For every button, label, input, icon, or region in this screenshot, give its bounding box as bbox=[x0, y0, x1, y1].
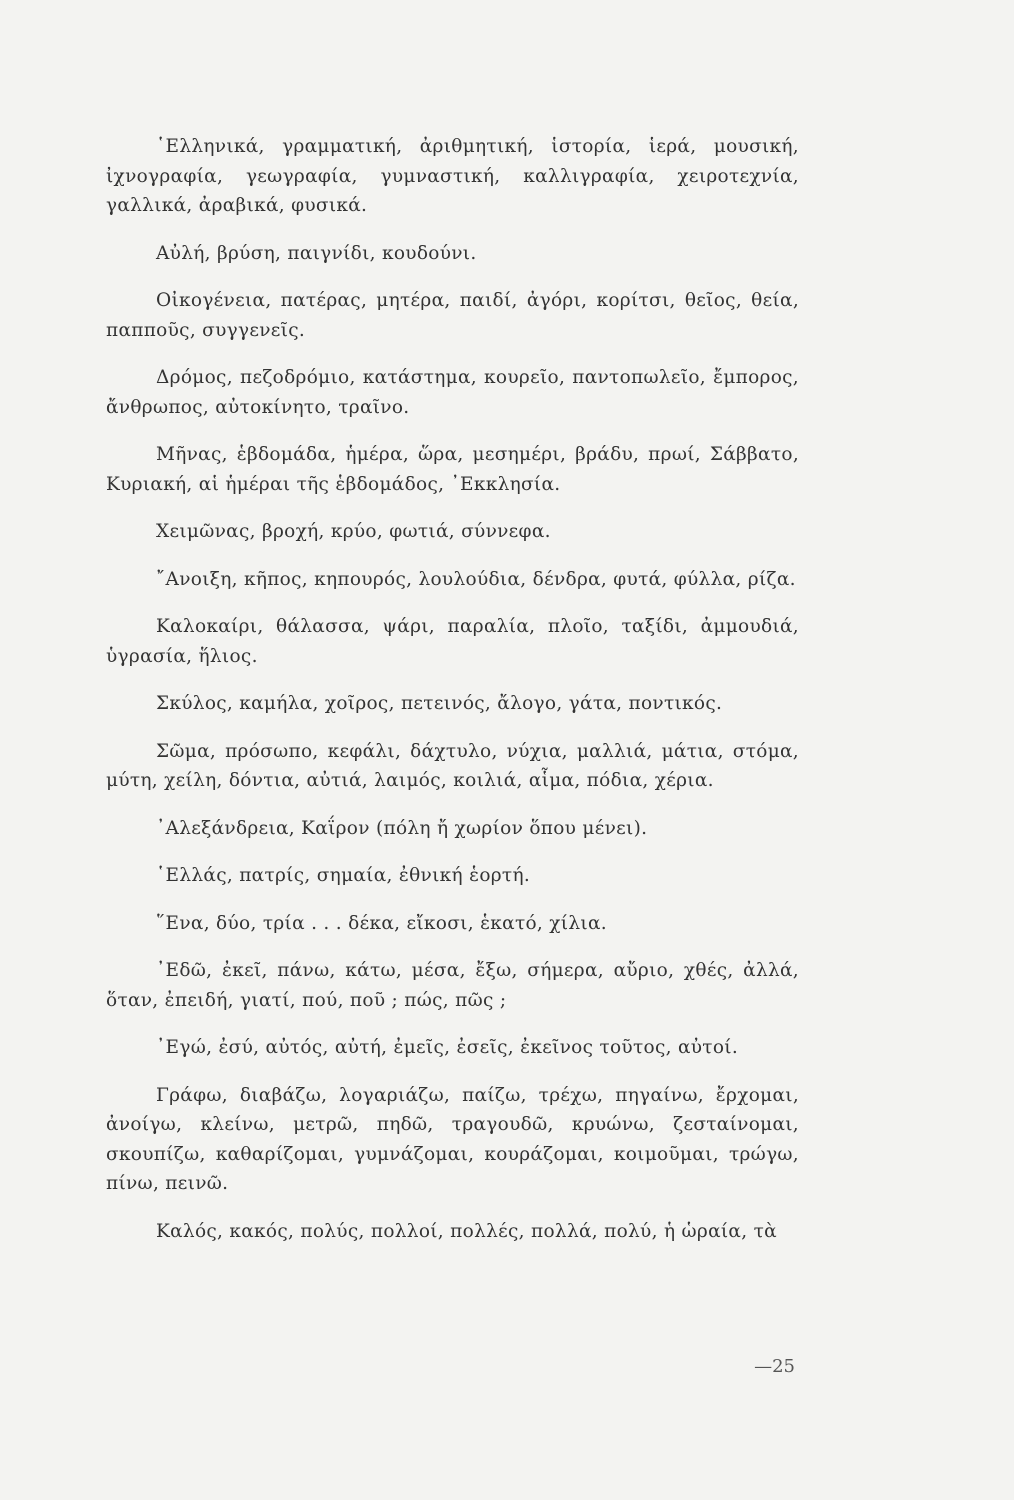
paragraph-subjects: ῾Ελληνικά, γραμματική, ἀριθμητική, ἱστορία, ἱερά, μουσική, ἰχνογραφία, γεωγραφία, γυμναστική, καλλιγραφία, χειροτεχνία, γαλλικά, ἀραβικά, φυσικά. bbox=[106, 136, 799, 216]
paragraph-summer: Καλοκαίρι, θάλασσα, ψάρι, παραλία, πλοῖο, ταξίδι, ἀμμουδιά, ὑγρασία, ἥλιος. bbox=[106, 616, 799, 667]
paragraph-numbers: ῞Ενα, δύο, τρία . . . δέκα, εἴκοσι, ἑκατό, χίλια. bbox=[156, 912, 607, 934]
paragraph-nation: ῾Ελλάς, πατρίς, σημαία, ἐθνική ἑορτή. bbox=[156, 865, 531, 886]
paragraph-time: Μῆνας, ἑβδομάδα, ἡμέρα, ὥρα, μεσημέρι, βράδυ, πρωί, Σάββατο, Κυριακή, αἱ ἡμέραι τῆς ἑβδομάδος, ᾿Εκκλησία. bbox=[106, 444, 799, 495]
paragraph-city: ᾿Αλεξάνδρεια, Καΐρον (πόλη ἤ χωρίον ὅπου μένει). bbox=[156, 817, 648, 839]
paragraph-adjectives: Καλός, κακός, πολύς, πολλοί, πολλές, πολλά, πολύ, ἡ ὡραία, τὰ bbox=[156, 1220, 777, 1242]
paragraph-courtyard: Αὐλή, βρύση, παιγνίδι, κουδούνι. bbox=[156, 242, 477, 264]
paragraph-street: Δρόμος, πεζοδρόμιο, κατάστημα, κουρεῖο, παντοπωλεῖο, ἔμπορος, ἄνθρωπος, αὐτοκίνητο, τραῖνο. bbox=[106, 367, 799, 418]
paragraph-pronouns: ᾿Εγώ, ἐσύ, αὐτός, αὐτή, ἐμεῖς, ἐσεῖς, ἐκεῖνος τοῦτος, αὐτοί. bbox=[156, 1037, 739, 1058]
paragraph-animals: Σκύλος, καμήλα, χοῖρος, πετεινός, ἄλογο, γάτα, ποντικός. bbox=[156, 693, 723, 714]
paragraph-winter: Χειμῶνας, βροχή, κρύο, φωτιά, σύννεφα. bbox=[156, 521, 551, 542]
paragraph-verbs: Γράφω, διαβάζω, λογαριάζω, παίζω, τρέχω, πηγαίνω, ἔρχομαι, ἀνοίγω, κλείνω, μετρῶ, πηδῶ, τραγουδῶ, κρυώνω, ζεσταίνομαι, σκουπίζω, καθαρίζομαι, γυμνάζομαι, κουράζομαι, κοιμοῦμαι, τρώγω, πίνω, πεινῶ. bbox=[106, 1084, 799, 1194]
paragraph-family: Οἰκογένεια, πατέρας, μητέρα, παιδί, ἀγόρι, κορίτσι, θεῖος, θεία, παπποῦς, συγγενεῖς. bbox=[106, 290, 799, 341]
page-number: —25 bbox=[754, 1356, 795, 1377]
vocabulary-text bbox=[106, 132, 799, 1264]
paragraph-adverbs: ᾿Εδῶ, ἐκεῖ, πάνω, κάτω, μέσα, ἔξω, σήμερα, αὔριο, χθές, ἀλλά, ὅταν, ἐπειδή, γιατί, πού, ποῦ ; πώς, πῶς ; bbox=[106, 960, 799, 1011]
paragraph-spring: ῎Ανοιξη, κῆπος, κηπουρός, λουλούδια, δένδρα, φυτά, φύλλα, ρίζα. bbox=[156, 568, 796, 590]
paragraph-body: Σῶμα, πρόσωπο, κεφάλι, δάχτυλο, νύχια, μαλλιά, μάτια, στόμα, μύτη, χείλη, δόντια, αὐτιά, λαιμός, κοιλιά, αἷμα, πόδια, χέρια. bbox=[106, 740, 799, 791]
